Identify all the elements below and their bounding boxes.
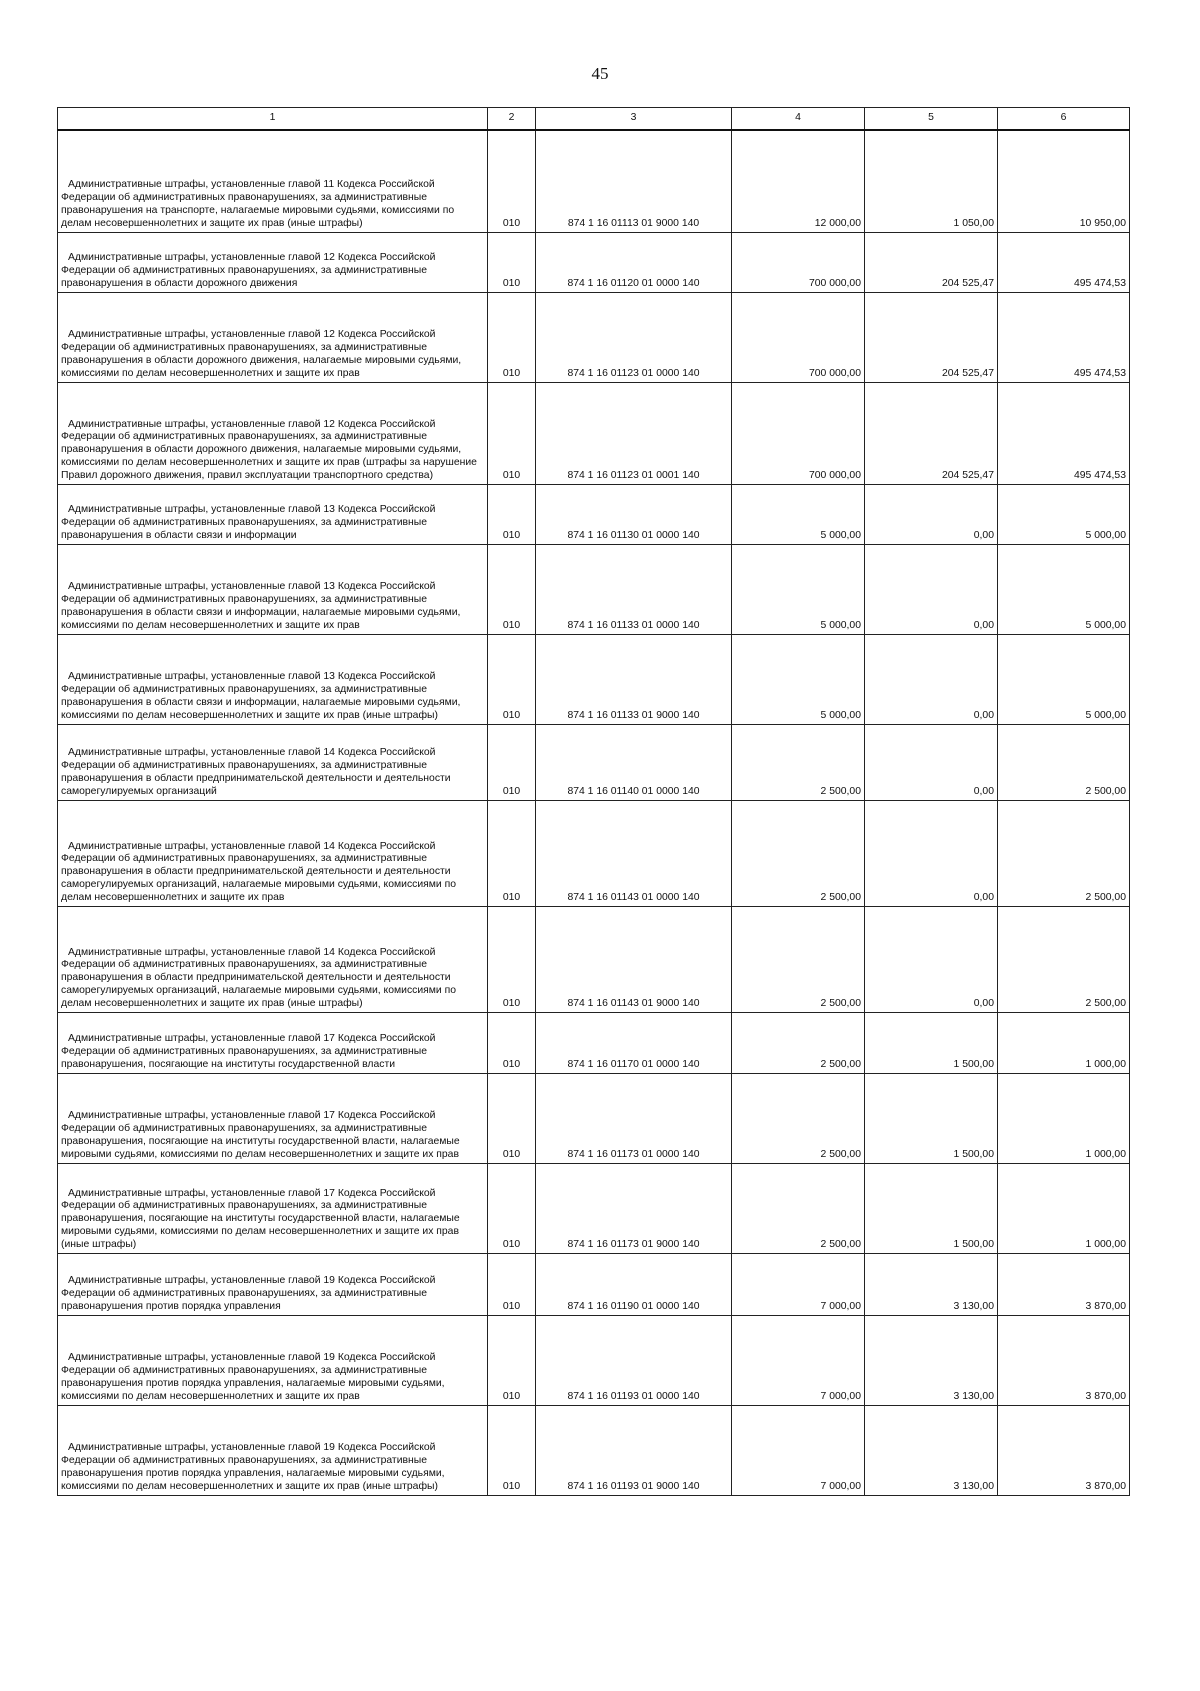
row-executed-amount: 1 500,00 (865, 1073, 998, 1163)
row-unexecuted-amount: 3 870,00 (998, 1405, 1130, 1495)
row-unexecuted-amount: 3 870,00 (998, 1315, 1130, 1405)
row-budget-code: 874 1 16 01170 01 0000 140 (536, 1012, 732, 1073)
row-budget-code: 874 1 16 01143 01 0000 140 (536, 800, 732, 906)
row-executed-amount: 3 130,00 (865, 1253, 998, 1315)
row-line-code: 010 (488, 484, 536, 544)
row-executed-amount: 204 525,47 (865, 292, 998, 382)
table-row (58, 484, 1130, 544)
row-executed-amount: 0,00 (865, 906, 998, 1012)
row-approved-amount: 2 500,00 (732, 1163, 865, 1253)
table-row (58, 292, 1130, 382)
row-unexecuted-amount: 495 474,53 (998, 382, 1130, 484)
table-row (58, 1012, 1130, 1073)
row-unexecuted-amount: 1 000,00 (998, 1073, 1130, 1163)
table-row (58, 634, 1130, 724)
column-header: 2 (488, 108, 536, 131)
row-budget-code: 874 1 16 01130 01 0000 140 (536, 484, 732, 544)
row-description-cell (58, 1315, 488, 1405)
row-approved-amount: 12 000,00 (732, 130, 865, 232)
row-approved-amount: 5 000,00 (732, 544, 865, 634)
row-executed-amount: 0,00 (865, 724, 998, 800)
row-executed-amount: 3 130,00 (865, 1315, 998, 1405)
row-approved-amount: 2 500,00 (732, 1073, 865, 1163)
table-header-row (58, 108, 1130, 131)
row-executed-amount: 0,00 (865, 544, 998, 634)
row-description: Административные штрафы, установленные главой 12 Кодекса Российской Федерации об административных правонарушениях, за административные правонарушения в области дорожного движения (61, 252, 436, 289)
row-description: Административные штрафы, установленные главой 11 Кодекса Российской Федерации об административных правонарушениях, за административные правонарушения на транспорте, налагаемые мировыми судьями, комиссиями по делам несовершеннолетних и защите их прав (иные штрафы) (61, 179, 455, 229)
row-approved-amount: 7 000,00 (732, 1253, 865, 1315)
row-description: Административные штрафы, установленные главой 17 Кодекса Российской Федерации об административных правонарушениях, за административные правонарушения, посягающие на институты государственной власти, налагаемые мировыми судьями, комиссиями по делам несовершеннолетних и защите их прав (61, 1110, 460, 1160)
row-description-cell (58, 1073, 488, 1163)
revenue-table (57, 107, 1130, 1496)
row-unexecuted-amount: 5 000,00 (998, 634, 1130, 724)
row-budget-code: 874 1 16 01193 01 9000 140 (536, 1405, 732, 1495)
row-description: Административные штрафы, установленные главой 17 Кодекса Российской Федерации об административных правонарушениях, за административные правонарушения, посягающие на институты государственной власти, налагаемые мировыми судьями, комиссиями по делам несовершеннолетних и защите их прав (иные штрафы) (61, 1187, 460, 1250)
row-description-cell (58, 1012, 488, 1073)
row-approved-amount: 700 000,00 (732, 292, 865, 382)
row-approved-amount: 700 000,00 (732, 232, 865, 292)
row-executed-amount: 204 525,47 (865, 232, 998, 292)
row-budget-code: 874 1 16 01173 01 9000 140 (536, 1163, 732, 1253)
row-description: Административные штрафы, установленные главой 14 Кодекса Российской Федерации об административных правонарушениях, за административные правонарушения в области предпринимательской деятельности и деятельности саморегулируемых организаций, налагаемые мировыми судьями, комиссиями по делам несовершеннолетних и защите их прав (61, 840, 457, 903)
table-body (58, 130, 1130, 1495)
table-row (58, 1405, 1130, 1495)
row-description: Административные штрафы, установленные главой 13 Кодекса Российской Федерации об административных правонарушениях, за административные правонарушения в области связи и информации, налагаемые мировыми судьями, комиссиями по делам несовершеннолетних и защите их прав (61, 581, 461, 631)
row-executed-amount: 1 500,00 (865, 1012, 998, 1073)
row-line-code: 010 (488, 544, 536, 634)
row-unexecuted-amount: 3 870,00 (998, 1253, 1130, 1315)
table-row (58, 1315, 1130, 1405)
row-unexecuted-amount: 1 000,00 (998, 1163, 1130, 1253)
row-budget-code: 874 1 16 01173 01 0000 140 (536, 1073, 732, 1163)
row-description: Административные штрафы, установленные главой 17 Кодекса Российской Федерации об административных правонарушениях, за административные правонарушения, посягающие на институты государственной власти (61, 1033, 436, 1070)
row-line-code: 010 (488, 1012, 536, 1073)
row-budget-code: 874 1 16 01133 01 0000 140 (536, 544, 732, 634)
table-row (58, 130, 1130, 232)
row-description: Административные штрафы, установленные главой 12 Кодекса Российской Федерации об административных правонарушениях, за административные правонарушения в области дорожного движения, налагаемые мировыми судьями, комиссиями по делам несовершеннолетних и защите их прав (штрафы за нарушение Правил дорожного движения, правил эксплуатации транспортного средства) (61, 418, 477, 481)
row-line-code: 010 (488, 130, 536, 232)
row-line-code: 010 (488, 292, 536, 382)
table-row (58, 1163, 1130, 1253)
column-header: 1 (58, 108, 488, 131)
row-budget-code: 874 1 16 01123 01 0001 140 (536, 382, 732, 484)
row-description-cell (58, 484, 488, 544)
row-budget-code: 874 1 16 01140 01 0000 140 (536, 724, 732, 800)
row-description-cell (58, 382, 488, 484)
row-description-cell (58, 130, 488, 232)
row-description-cell (58, 1163, 488, 1253)
row-description: Административные штрафы, установленные главой 12 Кодекса Российской Федерации об административных правонарушениях, за административные правонарушения в области дорожного движения, налагаемые мировыми судьями, комиссиями по делам несовершеннолетних и защите их прав (61, 329, 462, 379)
row-description-cell (58, 906, 488, 1012)
column-header: 6 (998, 108, 1130, 131)
row-unexecuted-amount: 5 000,00 (998, 484, 1130, 544)
table-row (58, 1073, 1130, 1163)
row-approved-amount: 2 500,00 (732, 800, 865, 906)
row-executed-amount: 0,00 (865, 800, 998, 906)
table-row (58, 232, 1130, 292)
row-description: Административные штрафы, установленные главой 19 Кодекса Российской Федерации об административных правонарушениях, за административные правонарушения против порядка управления, налагаемые мировыми судьями, комиссиями по делам несовершеннолетних и защите их прав (61, 1352, 445, 1402)
row-executed-amount: 0,00 (865, 484, 998, 544)
row-line-code: 010 (488, 634, 536, 724)
row-unexecuted-amount: 495 474,53 (998, 232, 1130, 292)
table-row (58, 800, 1130, 906)
row-executed-amount: 1 050,00 (865, 130, 998, 232)
row-executed-amount: 0,00 (865, 634, 998, 724)
row-unexecuted-amount: 10 950,00 (998, 130, 1130, 232)
row-unexecuted-amount: 5 000,00 (998, 544, 1130, 634)
row-budget-code: 874 1 16 01190 01 0000 140 (536, 1253, 732, 1315)
row-line-code: 010 (488, 906, 536, 1012)
row-line-code: 010 (488, 382, 536, 484)
table-row (58, 1253, 1130, 1315)
row-budget-code: 874 1 16 01193 01 0000 140 (536, 1315, 732, 1405)
row-line-code: 010 (488, 1315, 536, 1405)
row-approved-amount: 5 000,00 (732, 484, 865, 544)
row-budget-code: 874 1 16 01143 01 9000 140 (536, 906, 732, 1012)
row-budget-code: 874 1 16 01113 01 9000 140 (536, 130, 732, 232)
row-description-cell (58, 232, 488, 292)
row-approved-amount: 7 000,00 (732, 1315, 865, 1405)
row-description: Административные штрафы, установленные главой 19 Кодекса Российской Федерации об административных правонарушениях, за административные правонарушения против порядка управления (61, 1275, 436, 1312)
row-line-code: 010 (488, 1405, 536, 1495)
column-header: 3 (536, 108, 732, 131)
row-budget-code: 874 1 16 01133 01 9000 140 (536, 634, 732, 724)
table-row (58, 724, 1130, 800)
row-executed-amount: 3 130,00 (865, 1405, 998, 1495)
column-header: 4 (732, 108, 865, 131)
table-row (58, 906, 1130, 1012)
row-executed-amount: 204 525,47 (865, 382, 998, 484)
row-description: Административные штрафы, установленные главой 13 Кодекса Российской Федерации об административных правонарушениях, за административные правонарушения в области связи и информации (61, 504, 436, 541)
row-approved-amount: 7 000,00 (732, 1405, 865, 1495)
row-description-cell (58, 544, 488, 634)
row-line-code: 010 (488, 1163, 536, 1253)
row-executed-amount: 1 500,00 (865, 1163, 998, 1253)
row-unexecuted-amount: 495 474,53 (998, 292, 1130, 382)
row-approved-amount: 2 500,00 (732, 724, 865, 800)
table-row (58, 382, 1130, 484)
table-row (58, 544, 1130, 634)
row-budget-code: 874 1 16 01120 01 0000 140 (536, 232, 732, 292)
row-description-cell (58, 1253, 488, 1315)
row-budget-code: 874 1 16 01123 01 0000 140 (536, 292, 732, 382)
row-unexecuted-amount: 1 000,00 (998, 1012, 1130, 1073)
row-approved-amount: 5 000,00 (732, 634, 865, 724)
row-description: Административные штрафы, установленные главой 13 Кодекса Российской Федерации об административных правонарушениях, за административные правонарушения в области связи и информации, налагаемые мировыми судьями, комиссиями по делам несовершеннолетних и защите их прав (иные штрафы) (61, 671, 461, 721)
row-line-code: 010 (488, 1253, 536, 1315)
row-description-cell (58, 292, 488, 382)
row-unexecuted-amount: 2 500,00 (998, 800, 1130, 906)
page-number: 45 (591, 64, 609, 83)
row-unexecuted-amount: 2 500,00 (998, 906, 1130, 1012)
row-description: Административные штрафы, установленные главой 14 Кодекса Российской Федерации об административных правонарушениях, за административные правонарушения в области предпринимательской деятельности и деятельности саморегулируемых организаций (61, 747, 451, 797)
row-line-code: 010 (488, 1073, 536, 1163)
row-description-cell (58, 724, 488, 800)
row-approved-amount: 2 500,00 (732, 906, 865, 1012)
column-header: 5 (865, 108, 998, 131)
row-description-cell (58, 800, 488, 906)
row-approved-amount: 2 500,00 (732, 1012, 865, 1073)
row-line-code: 010 (488, 800, 536, 906)
row-line-code: 010 (488, 724, 536, 800)
row-description-cell (58, 1405, 488, 1495)
row-description-cell (58, 634, 488, 724)
row-approved-amount: 700 000,00 (732, 382, 865, 484)
row-description: Административные штрафы, установленные главой 19 Кодекса Российской Федерации об административных правонарушениях, за административные правонарушения против порядка управления, налагаемые мировыми судьями, комиссиями по делам несовершеннолетних и защите их прав (иные штрафы) (61, 1442, 445, 1492)
row-line-code: 010 (488, 232, 536, 292)
row-description: Административные штрафы, установленные главой 14 Кодекса Российской Федерации об административных правонарушениях, за административные правонарушения в области предпринимательской деятельности и деятельности саморегулируемых организаций, налагаемые мировыми судьями, комиссиями по делам несовершеннолетних и защите их прав (иные штрафы) (61, 946, 457, 1009)
row-unexecuted-amount: 2 500,00 (998, 724, 1130, 800)
